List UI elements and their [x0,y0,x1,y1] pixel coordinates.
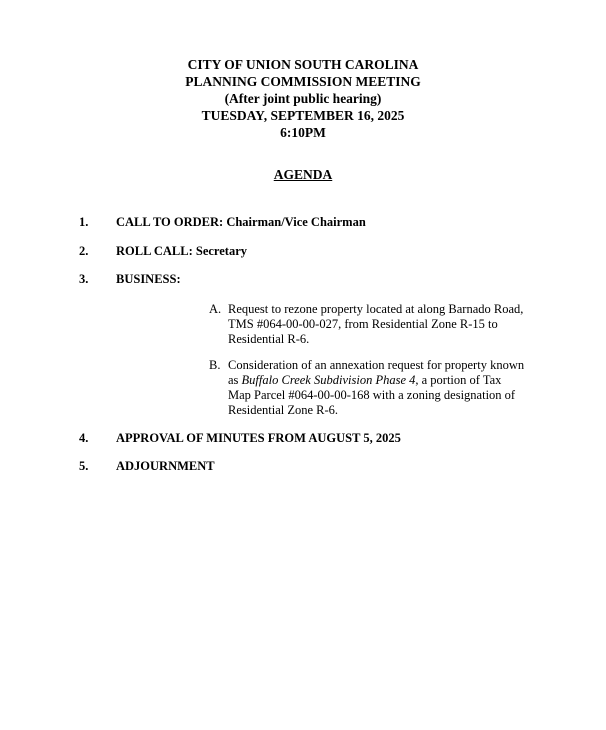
business-b-prefix: as [228,373,242,387]
item-text: ADJOURNMENT [116,459,215,473]
subdivision-name: Buffalo Creek Subdivision Phase 4 [241,373,416,387]
item-number: 5. [79,459,89,473]
business-b-line [228,373,538,388]
item-text: CALL TO ORDER: Chairman/Vice Chairman [116,215,366,229]
header-date: TUESDAY, SEPTEMBER 16, 2025 [201,108,405,123]
business-letter: A. [209,302,222,316]
business-b-line: Map Parcel #064-00-00-168 with a zoning designation of [228,388,516,402]
meeting-header [0,56,606,141]
header-time: 6:10PM [280,125,326,140]
agenda-title: AGENDA [273,167,333,182]
business-a-line: Request to rezone property located at along Barnado Road, [228,302,524,316]
business-a-line: TMS #064-00-00-027, from Residential Zone R-15 to [228,317,498,331]
item-text: BUSINESS: [116,272,181,286]
business-text [228,358,538,418]
business-b-line: Consideration of an annexation request for property known [228,358,525,372]
header-note: (After joint public hearing) [224,91,382,106]
item-text: ROLL CALL: Secretary [116,244,248,258]
business-b-suffix: , a portion of Tax [415,373,502,387]
business-letter: B. [209,358,221,372]
business-text [228,302,538,347]
business-b-line: Residential Zone R-6. [228,403,339,417]
header-meeting: PLANNING COMMISSION MEETING [185,74,421,89]
item-number: 3. [79,272,89,286]
item-text: APPROVAL OF MINUTES FROM AUGUST 5, 2025 [116,431,401,445]
header-city: CITY OF UNION SOUTH CAROLINA [187,57,419,72]
business-a-line: Residential R-6. [228,332,310,346]
item-number: 4. [79,431,89,445]
item-number: 2. [79,244,89,258]
item-number: 1. [79,215,89,229]
